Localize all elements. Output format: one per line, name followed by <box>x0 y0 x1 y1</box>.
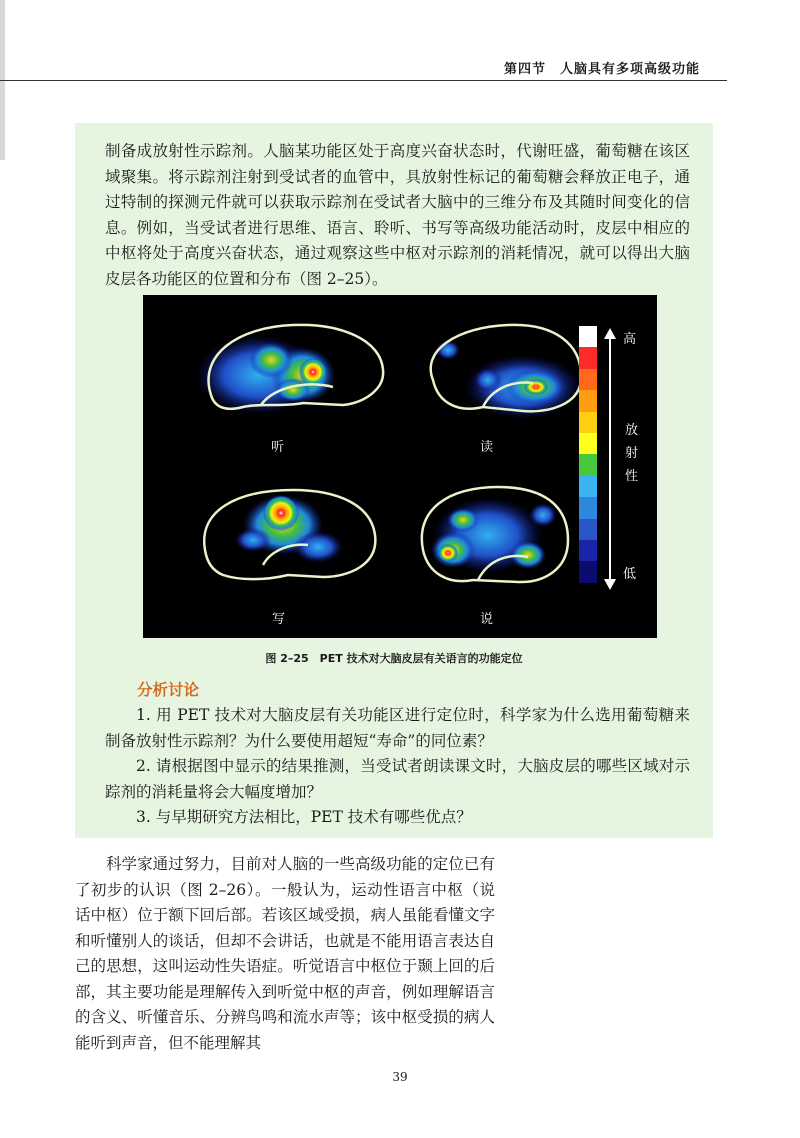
main-paragraph-text: 科学家通过努力，目前对人脑的一些高级功能的定位已有了初步的认识（图 2–26）。一般认为，运动性语言中枢（说话中枢）位于额下回后部。若该区域受损，病人虽能看懂文字和听懂别人的谈话，但却不会讲话，也就是不能用语言表达自己的思想，这叫运动性失语症。听觉语言中枢位于颞上回的后部，其主要功能是理解传入到听觉中枢的声音，例如理解语言的含义、听懂音乐、分辨鸟鸣和流水声等；该中枢受损的病人能听到声音，但不能理解其 <box>75 855 495 1052</box>
scale-segment <box>579 433 597 454</box>
label-read: 读 <box>480 440 494 455</box>
scale-segment <box>579 326 597 347</box>
brain-scan-speak <box>422 487 568 582</box>
pet-figure <box>143 295 657 638</box>
scale-segment <box>579 412 597 433</box>
main-paragraph <box>75 852 495 1056</box>
label-listen: 听 <box>271 440 285 455</box>
scale-segment <box>579 369 597 390</box>
scale-segment <box>579 347 597 368</box>
figure-caption: 图 2–25 PET 技术对大脑皮层有关语言的功能定位 <box>265 652 523 665</box>
discussion-item-2: 2. 请根据图中显示的结果推测，当受试者朗读课文时，大脑皮层的哪些区域对示踪剂的消耗量将会大幅度增加？ <box>105 757 690 801</box>
section-header: 第四节 人脑具有多项高级功能 <box>503 62 700 77</box>
scale-segment <box>579 519 597 540</box>
box-paragraph <box>105 139 690 292</box>
scale-label-radioactivity: 放射性 <box>625 423 639 484</box>
scale-segment <box>579 476 597 497</box>
arrow-down-icon <box>604 579 616 590</box>
label-write: 写 <box>272 612 286 627</box>
discussion-title: 分析讨论 <box>137 681 200 699</box>
scale-label-low: 低 <box>623 567 637 582</box>
scale-segment <box>579 390 597 411</box>
scale-label-high: 高 <box>623 332 637 347</box>
scale-segment <box>579 497 597 518</box>
scale-segment <box>579 561 597 582</box>
scale-segment <box>579 540 597 561</box>
box-paragraph-text: 制备成放射性示踪剂。人脑某功能区处于高度兴奋状态时，代谢旺盛，葡萄糖在该区域聚集。将示踪剂注射到受试者的血管中，具放射性标记的葡萄糖会释放正电子，通过特制的探测元件就可以获取示踪剂在受试者大脑中的三维分布及其随时间变化的信息。例如，当受试者进行思维、语言、聆听、书写等高级功能活动时，皮层中相应的中枢将处于高度兴奋状态，通过观察这些中枢对示踪剂的消耗情况，就可以得出大脑皮层各功能区的位置和分布（图 2–25）。 <box>105 142 690 288</box>
discussion-item-3: 3. 与早期研究方法相比，PET 技术有哪些优点？ <box>136 808 472 826</box>
scale-arrow-line <box>609 337 611 579</box>
discussion-item-1: 1. 用 PET 技术对大脑皮层有关功能区进行定位时，科学家为什么选用葡萄糖来制备放射性示踪剂？为什么要使用超短“寿命”的同位素？ <box>105 706 690 750</box>
brain-scan-read <box>431 325 581 419</box>
header-rule <box>0 80 727 81</box>
info-box <box>75 123 713 838</box>
radioactivity-color-scale <box>579 326 597 583</box>
brain-scan-write <box>204 490 375 579</box>
label-speak: 说 <box>480 612 494 627</box>
page-number: 39 <box>392 1070 408 1084</box>
discussion-list <box>105 703 690 831</box>
brain-scan-listen <box>196 325 383 415</box>
scale-segment <box>579 454 597 475</box>
